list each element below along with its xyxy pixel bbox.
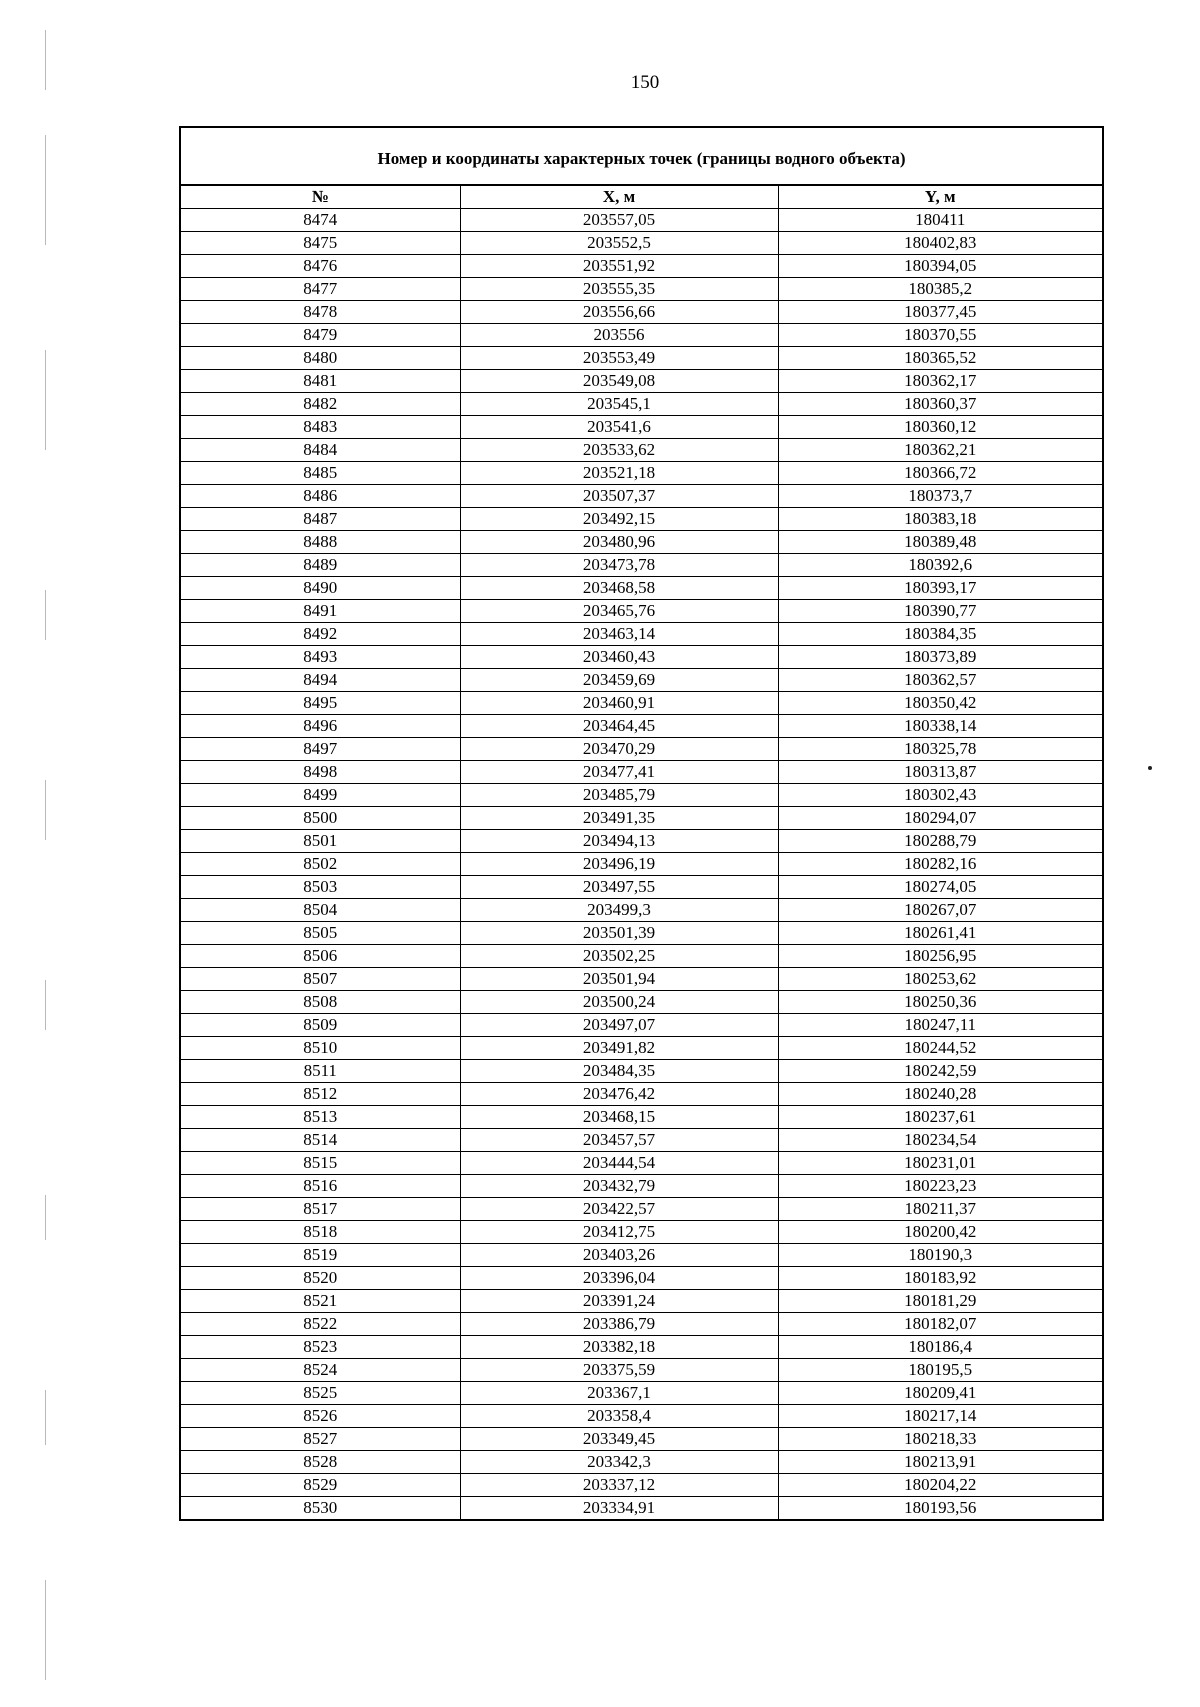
cell-x-coordinate: 203457,57: [460, 1129, 778, 1152]
cell-point-number: 8481: [180, 370, 460, 393]
cell-x-coordinate: 203334,91: [460, 1497, 778, 1521]
table-row: [180, 945, 1103, 968]
table-row: [180, 669, 1103, 692]
coordinates-table-container: [179, 126, 1102, 1521]
table-row: [180, 853, 1103, 876]
table-row: [180, 968, 1103, 991]
cell-x-coordinate: 203396,04: [460, 1267, 778, 1290]
cell-point-number: 8509: [180, 1014, 460, 1037]
table-row: [180, 1037, 1103, 1060]
cell-x-coordinate: 203412,75: [460, 1221, 778, 1244]
cell-y-coordinate: 180392,6: [778, 554, 1103, 577]
cell-x-coordinate: 203500,24: [460, 991, 778, 1014]
cell-y-coordinate: 180237,61: [778, 1106, 1103, 1129]
cell-y-coordinate: 180213,91: [778, 1451, 1103, 1474]
cell-y-coordinate: 180190,3: [778, 1244, 1103, 1267]
cell-x-coordinate: 203491,35: [460, 807, 778, 830]
cell-x-coordinate: 203358,4: [460, 1405, 778, 1428]
cell-x-coordinate: 203391,24: [460, 1290, 778, 1313]
table-row: [180, 1451, 1103, 1474]
cell-x-coordinate: 203470,29: [460, 738, 778, 761]
cell-x-coordinate: 203422,57: [460, 1198, 778, 1221]
cell-point-number: 8475: [180, 232, 460, 255]
table-row: [180, 1060, 1103, 1083]
cell-y-coordinate: 180373,89: [778, 646, 1103, 669]
cell-y-coordinate: 180195,5: [778, 1359, 1103, 1382]
cell-point-number: 8513: [180, 1106, 460, 1129]
cell-x-coordinate: 203545,1: [460, 393, 778, 416]
table-title: Номер и координаты характерных точек (границы водного объекта): [180, 127, 1103, 185]
cell-y-coordinate: 180373,7: [778, 485, 1103, 508]
cell-x-coordinate: 203496,19: [460, 853, 778, 876]
table-row: [180, 1014, 1103, 1037]
cell-x-coordinate: 203432,79: [460, 1175, 778, 1198]
cell-x-coordinate: 203459,69: [460, 669, 778, 692]
table-row: [180, 1290, 1103, 1313]
cell-x-coordinate: 203349,45: [460, 1428, 778, 1451]
cell-point-number: 8474: [180, 209, 460, 232]
cell-x-coordinate: 203477,41: [460, 761, 778, 784]
cell-y-coordinate: 180362,17: [778, 370, 1103, 393]
cell-x-coordinate: 203464,45: [460, 715, 778, 738]
cell-x-coordinate: 203468,15: [460, 1106, 778, 1129]
cell-y-coordinate: 180362,57: [778, 669, 1103, 692]
cell-x-coordinate: 203485,79: [460, 784, 778, 807]
table-row: [180, 1336, 1103, 1359]
cell-y-coordinate: 180218,33: [778, 1428, 1103, 1451]
table-row: [180, 1267, 1103, 1290]
table-row: [180, 1382, 1103, 1405]
table-row: [180, 623, 1103, 646]
cell-x-coordinate: 203491,82: [460, 1037, 778, 1060]
cell-y-coordinate: 180211,37: [778, 1198, 1103, 1221]
cell-point-number: 8525: [180, 1382, 460, 1405]
cell-x-coordinate: 203533,62: [460, 439, 778, 462]
table-row: [180, 508, 1103, 531]
scan-margin-mark: [45, 980, 46, 1030]
cell-point-number: 8519: [180, 1244, 460, 1267]
coordinates-table: [179, 126, 1104, 1521]
cell-point-number: 8493: [180, 646, 460, 669]
table-row: [180, 807, 1103, 830]
table-row: [180, 301, 1103, 324]
cell-y-coordinate: 180377,45: [778, 301, 1103, 324]
cell-x-coordinate: 203342,3: [460, 1451, 778, 1474]
cell-x-coordinate: 203465,76: [460, 600, 778, 623]
cell-x-coordinate: 203549,08: [460, 370, 778, 393]
table-row: [180, 1083, 1103, 1106]
cell-x-coordinate: 203497,55: [460, 876, 778, 899]
cell-point-number: 8520: [180, 1267, 460, 1290]
cell-x-coordinate: 203386,79: [460, 1313, 778, 1336]
cell-y-coordinate: 180267,07: [778, 899, 1103, 922]
table-row: [180, 1474, 1103, 1497]
cell-y-coordinate: 180393,17: [778, 577, 1103, 600]
table-row: [180, 692, 1103, 715]
cell-point-number: 8479: [180, 324, 460, 347]
table-row: [180, 370, 1103, 393]
cell-y-coordinate: 180362,21: [778, 439, 1103, 462]
cell-y-coordinate: 180247,11: [778, 1014, 1103, 1037]
cell-point-number: 8508: [180, 991, 460, 1014]
scan-margin-mark: [45, 1580, 46, 1680]
cell-point-number: 8495: [180, 692, 460, 715]
cell-y-coordinate: 180231,01: [778, 1152, 1103, 1175]
scan-margin-mark: [45, 30, 46, 90]
table-body: [180, 209, 1103, 1521]
table-row: [180, 1359, 1103, 1382]
cell-y-coordinate: 180234,54: [778, 1129, 1103, 1152]
table-row: [180, 1198, 1103, 1221]
scan-margin-mark: [45, 590, 46, 640]
table-row: [180, 462, 1103, 485]
cell-y-coordinate: 180244,52: [778, 1037, 1103, 1060]
cell-y-coordinate: 180183,92: [778, 1267, 1103, 1290]
cell-point-number: 8478: [180, 301, 460, 324]
table-row: [180, 738, 1103, 761]
cell-x-coordinate: 203468,58: [460, 577, 778, 600]
cell-x-coordinate: 203556,66: [460, 301, 778, 324]
cell-y-coordinate: 180302,43: [778, 784, 1103, 807]
cell-x-coordinate: 203541,6: [460, 416, 778, 439]
cell-y-coordinate: 180360,37: [778, 393, 1103, 416]
table-row: [180, 899, 1103, 922]
cell-point-number: 8505: [180, 922, 460, 945]
cell-y-coordinate: 180256,95: [778, 945, 1103, 968]
table-row: [180, 1106, 1103, 1129]
cell-point-number: 8489: [180, 554, 460, 577]
table-row: [180, 577, 1103, 600]
table-row: [180, 209, 1103, 232]
cell-x-coordinate: 203497,07: [460, 1014, 778, 1037]
table-row: [180, 439, 1103, 462]
table-row: [180, 761, 1103, 784]
cell-y-coordinate: 180366,72: [778, 462, 1103, 485]
cell-point-number: 8506: [180, 945, 460, 968]
table-row: [180, 1313, 1103, 1336]
cell-x-coordinate: 203473,78: [460, 554, 778, 577]
cell-x-coordinate: 203460,91: [460, 692, 778, 715]
cell-point-number: 8501: [180, 830, 460, 853]
table-row: [180, 278, 1103, 301]
cell-x-coordinate: 203553,49: [460, 347, 778, 370]
cell-point-number: 8504: [180, 899, 460, 922]
cell-y-coordinate: 180217,14: [778, 1405, 1103, 1428]
table-row: [180, 715, 1103, 738]
table-row: [180, 646, 1103, 669]
cell-x-coordinate: 203552,5: [460, 232, 778, 255]
cell-point-number: 8511: [180, 1060, 460, 1083]
cell-x-coordinate: 203521,18: [460, 462, 778, 485]
cell-y-coordinate: 180411: [778, 209, 1103, 232]
cell-x-coordinate: 203499,3: [460, 899, 778, 922]
cell-x-coordinate: 203382,18: [460, 1336, 778, 1359]
cell-y-coordinate: 180385,2: [778, 278, 1103, 301]
table-row: [180, 531, 1103, 554]
cell-x-coordinate: 203444,54: [460, 1152, 778, 1175]
table-row: [180, 1129, 1103, 1152]
cell-x-coordinate: 203375,59: [460, 1359, 778, 1382]
table-row: [180, 255, 1103, 278]
cell-point-number: 8498: [180, 761, 460, 784]
scan-margin-mark: [45, 780, 46, 840]
cell-x-coordinate: 203337,12: [460, 1474, 778, 1497]
cell-point-number: 8518: [180, 1221, 460, 1244]
cell-y-coordinate: 180282,16: [778, 853, 1103, 876]
cell-y-coordinate: 180274,05: [778, 876, 1103, 899]
cell-y-coordinate: 180204,22: [778, 1474, 1103, 1497]
cell-point-number: 8503: [180, 876, 460, 899]
cell-x-coordinate: 203494,13: [460, 830, 778, 853]
column-header-number: №: [180, 185, 460, 209]
cell-y-coordinate: 180182,07: [778, 1313, 1103, 1336]
cell-point-number: 8497: [180, 738, 460, 761]
cell-point-number: 8476: [180, 255, 460, 278]
cell-point-number: 8530: [180, 1497, 460, 1521]
cell-point-number: 8496: [180, 715, 460, 738]
cell-y-coordinate: 180186,4: [778, 1336, 1103, 1359]
table-row: [180, 347, 1103, 370]
scan-margin-mark: [45, 350, 46, 450]
cell-x-coordinate: 203492,15: [460, 508, 778, 531]
cell-point-number: 8512: [180, 1083, 460, 1106]
cell-point-number: 8484: [180, 439, 460, 462]
cell-y-coordinate: 180193,56: [778, 1497, 1103, 1521]
cell-y-coordinate: 180360,12: [778, 416, 1103, 439]
cell-x-coordinate: 203463,14: [460, 623, 778, 646]
cell-x-coordinate: 203476,42: [460, 1083, 778, 1106]
cell-y-coordinate: 180288,79: [778, 830, 1103, 853]
cell-point-number: 8482: [180, 393, 460, 416]
cell-y-coordinate: 180240,28: [778, 1083, 1103, 1106]
cell-y-coordinate: 180390,77: [778, 600, 1103, 623]
cell-x-coordinate: 203502,25: [460, 945, 778, 968]
cell-point-number: 8514: [180, 1129, 460, 1152]
cell-x-coordinate: 203460,43: [460, 646, 778, 669]
cell-y-coordinate: 180325,78: [778, 738, 1103, 761]
cell-point-number: 8521: [180, 1290, 460, 1313]
table-row: [180, 393, 1103, 416]
scan-margin-mark: [45, 135, 46, 245]
cell-x-coordinate: 203484,35: [460, 1060, 778, 1083]
cell-y-coordinate: 180223,23: [778, 1175, 1103, 1198]
table-row: [180, 784, 1103, 807]
cell-point-number: 8480: [180, 347, 460, 370]
cell-x-coordinate: 203501,39: [460, 922, 778, 945]
cell-point-number: 8529: [180, 1474, 460, 1497]
table-row: [180, 1497, 1103, 1521]
cell-x-coordinate: 203557,05: [460, 209, 778, 232]
cell-point-number: 8485: [180, 462, 460, 485]
cell-point-number: 8528: [180, 1451, 460, 1474]
cell-point-number: 8507: [180, 968, 460, 991]
table-row: [180, 1244, 1103, 1267]
cell-x-coordinate: 203480,96: [460, 531, 778, 554]
table-row: [180, 1221, 1103, 1244]
cell-point-number: 8517: [180, 1198, 460, 1221]
cell-y-coordinate: 180209,41: [778, 1382, 1103, 1405]
column-header-y: Y, м: [778, 185, 1103, 209]
cell-point-number: 8490: [180, 577, 460, 600]
table-row: [180, 600, 1103, 623]
cell-point-number: 8486: [180, 485, 460, 508]
cell-point-number: 8492: [180, 623, 460, 646]
cell-point-number: 8527: [180, 1428, 460, 1451]
cell-x-coordinate: 203555,35: [460, 278, 778, 301]
table-row: [180, 1405, 1103, 1428]
cell-point-number: 8524: [180, 1359, 460, 1382]
cell-x-coordinate: 203507,37: [460, 485, 778, 508]
table-row: [180, 554, 1103, 577]
cell-y-coordinate: 180370,55: [778, 324, 1103, 347]
cell-y-coordinate: 180384,35: [778, 623, 1103, 646]
page-number: 150: [630, 72, 660, 93]
cell-point-number: 8526: [180, 1405, 460, 1428]
cell-x-coordinate: 203556: [460, 324, 778, 347]
table-row: [180, 991, 1103, 1014]
cell-y-coordinate: 180313,87: [778, 761, 1103, 784]
table-row: [180, 1428, 1103, 1451]
cell-y-coordinate: 180402,83: [778, 232, 1103, 255]
cell-point-number: 8477: [180, 278, 460, 301]
table-row: [180, 1152, 1103, 1175]
column-header-x: X, м: [460, 185, 778, 209]
cell-y-coordinate: 180338,14: [778, 715, 1103, 738]
scan-speck: [1148, 766, 1152, 770]
cell-point-number: 8487: [180, 508, 460, 531]
scan-margin-mark: [45, 1390, 46, 1445]
table-row: [180, 485, 1103, 508]
cell-y-coordinate: 180350,42: [778, 692, 1103, 715]
cell-point-number: 8499: [180, 784, 460, 807]
cell-y-coordinate: 180200,42: [778, 1221, 1103, 1244]
cell-point-number: 8516: [180, 1175, 460, 1198]
table-row: [180, 232, 1103, 255]
cell-x-coordinate: 203551,92: [460, 255, 778, 278]
cell-point-number: 8502: [180, 853, 460, 876]
cell-y-coordinate: 180261,41: [778, 922, 1103, 945]
table-row: [180, 1175, 1103, 1198]
cell-x-coordinate: 203501,94: [460, 968, 778, 991]
cell-point-number: 8522: [180, 1313, 460, 1336]
scan-margin-mark: [45, 1195, 46, 1240]
cell-point-number: 8510: [180, 1037, 460, 1060]
cell-y-coordinate: 180253,62: [778, 968, 1103, 991]
cell-y-coordinate: 180242,59: [778, 1060, 1103, 1083]
table-row: [180, 416, 1103, 439]
cell-point-number: 8491: [180, 600, 460, 623]
cell-point-number: 8488: [180, 531, 460, 554]
cell-y-coordinate: 180394,05: [778, 255, 1103, 278]
cell-y-coordinate: 180383,18: [778, 508, 1103, 531]
cell-point-number: 8500: [180, 807, 460, 830]
table-row: [180, 876, 1103, 899]
cell-point-number: 8494: [180, 669, 460, 692]
cell-y-coordinate: 180181,29: [778, 1290, 1103, 1313]
cell-point-number: 8523: [180, 1336, 460, 1359]
cell-x-coordinate: 203367,1: [460, 1382, 778, 1405]
cell-y-coordinate: 180389,48: [778, 531, 1103, 554]
cell-point-number: 8483: [180, 416, 460, 439]
table-row: [180, 922, 1103, 945]
cell-point-number: 8515: [180, 1152, 460, 1175]
table-row: [180, 324, 1103, 347]
cell-y-coordinate: 180250,36: [778, 991, 1103, 1014]
cell-y-coordinate: 180365,52: [778, 347, 1103, 370]
cell-x-coordinate: 203403,26: [460, 1244, 778, 1267]
cell-y-coordinate: 180294,07: [778, 807, 1103, 830]
table-row: [180, 830, 1103, 853]
